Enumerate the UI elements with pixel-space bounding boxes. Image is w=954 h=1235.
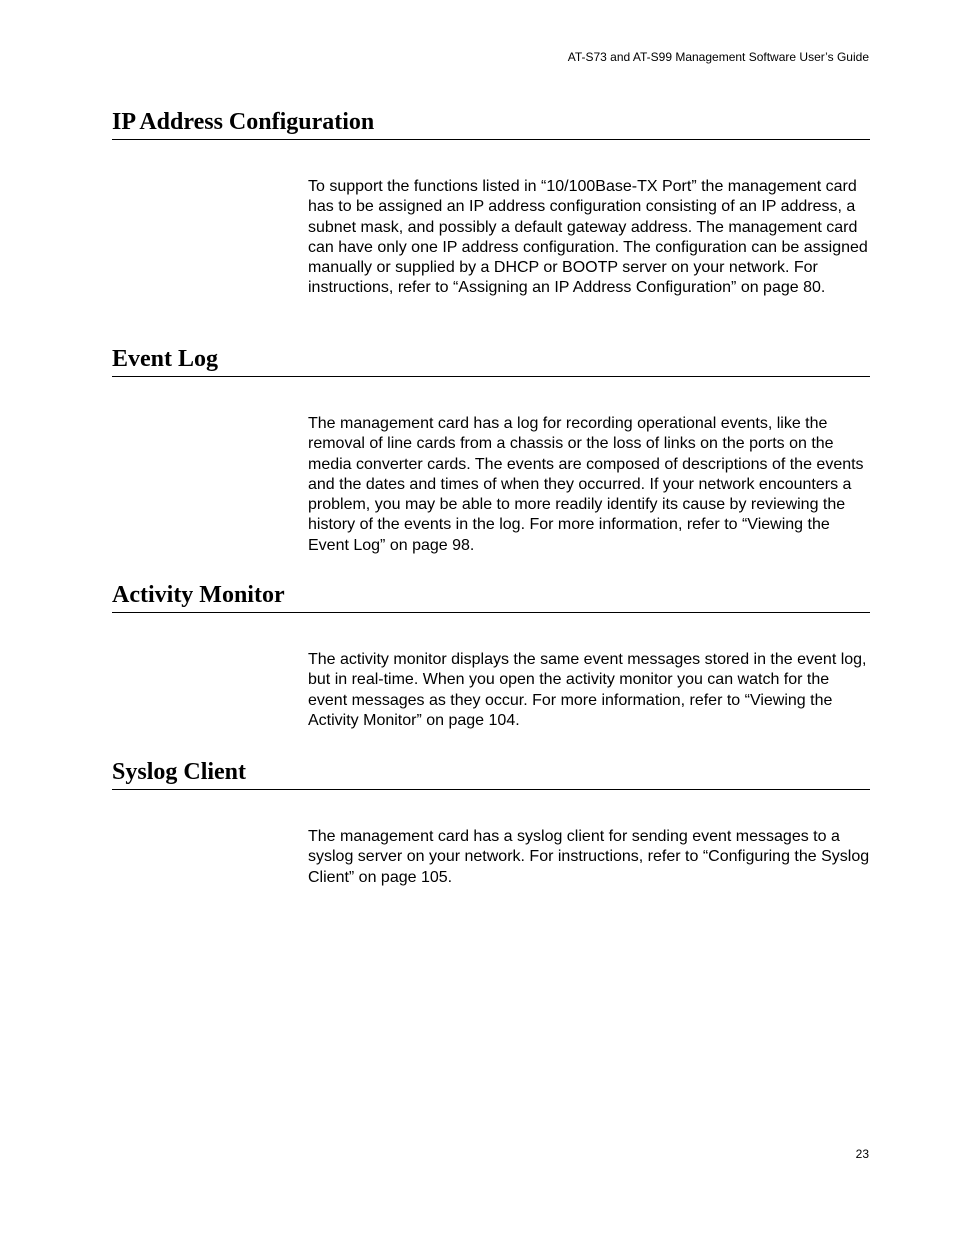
section-body: To support the functions listed in “10/100Base-TX Port” the management card has to be assigned an IP address configuration consisting of an IP address, a subnet mask, and possibly a default gateway address. The management card can have only one IP address configuration. The configuration can be assigned manually or supplied by a DHCP or BOOTP server on your network. For instructions, refer to “Assigning an IP Address Configuration” on page 80. [308, 178, 868, 297]
section-heading: Activity Monitor [112, 580, 870, 613]
section-heading: Syslog Client [112, 757, 870, 790]
running-header: AT-S73 and AT-S99 Management Software User’s Guide [567, 50, 869, 64]
section-body: The management card has a syslog client for sending event messages to a syslog server on your network. For instructions, refer to “Configuring the Syslog Client” on page 105. [308, 828, 870, 886]
section-heading: Event Log [112, 344, 870, 377]
section-activity-monitor [112, 580, 870, 731]
page-number: 23 [855, 1147, 869, 1161]
section-syslog-client [112, 757, 870, 888]
section-ip-address-configuration [112, 107, 870, 299]
section-body: The activity monitor displays the same event messages stored in the event log, but in real-time. When you open the activity monitor you can watch for the event messages as they occur. For more information, refer to “Viewing the Activity Monitor” on page 104. [308, 651, 867, 729]
section-heading: IP Address Configuration [112, 107, 870, 140]
section-event-log [112, 344, 870, 556]
section-body: The management card has a log for recording operational events, like the removal of line cards from a chassis or the loss of links on the ports on the media converter cards. The events are composed of descriptions of the events and the dates and times of when they occurred. If your network encounters a problem, you may be able to more readily identify its cause by reviewing the history of the events in the log. For more information, refer to “Viewing the Event Log” on page 98. [308, 415, 864, 554]
